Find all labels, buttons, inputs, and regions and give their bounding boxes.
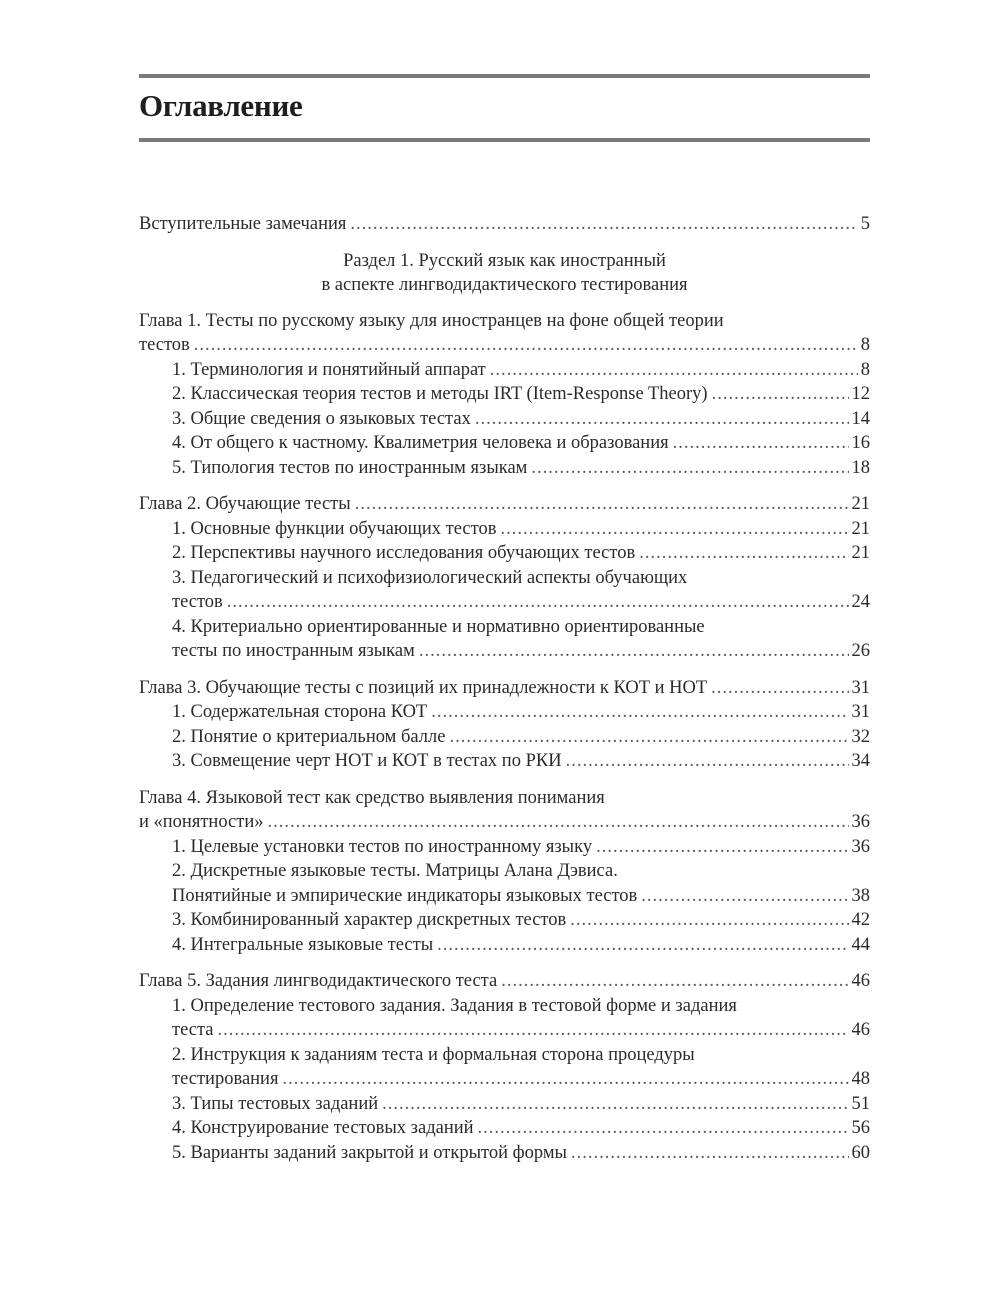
toc-entry[interactable] — [139, 517, 870, 542]
page-number: 46 — [851, 1020, 870, 1040]
toc-entry[interactable] — [139, 590, 870, 615]
entry-text: 3. Типы тестовых заданий — [172, 1093, 379, 1114]
toc-entry-chapter-4[interactable] — [139, 810, 870, 835]
leader-dots — [641, 884, 848, 909]
page-number: 21 — [851, 518, 870, 539]
entry-text: тестов — [139, 335, 190, 355]
leader-dots — [596, 835, 848, 860]
section-heading — [139, 249, 870, 297]
entry-text: тестов — [172, 592, 223, 612]
leader-dots — [382, 1092, 848, 1117]
entry-text: 2. Перспективы научного исследования обучающих тестов — [172, 543, 636, 563]
page-number: 36 — [851, 812, 870, 832]
leader-dots — [227, 590, 849, 615]
toc-entry[interactable] — [139, 884, 870, 909]
toc-entry[interactable] — [139, 1092, 870, 1117]
leader-dots — [566, 749, 849, 774]
toc-entry[interactable] — [139, 933, 870, 958]
entry-text: Глава 3. Обучающие тесты с позиций их принадлежности к КОТ и НОТ — [139, 677, 708, 698]
toc-entry[interactable] — [139, 382, 870, 407]
chapter-5 — [139, 969, 870, 1165]
bottom-rule — [139, 138, 870, 142]
entry-text: 4. Интегральные языковые тесты — [172, 934, 434, 955]
entry-text: 5. Варианты заданий закрытой и открытой формы — [172, 1142, 567, 1163]
leader-dots — [282, 1067, 848, 1092]
toc-entry[interactable] — [139, 358, 870, 383]
page-number: 21 — [851, 494, 870, 514]
chapter-3 — [139, 676, 870, 774]
entry-first-line[interactable]: 3. Педагогический и психофизиологический аспекты обучающих — [172, 567, 688, 588]
entry-text: 4. Конструирование тестовых заданий — [172, 1118, 474, 1138]
toc-entry[interactable] — [139, 1141, 870, 1166]
toc-entry[interactable] — [139, 835, 870, 860]
page-number: 12 — [851, 384, 870, 404]
entry-text: Глава 5. Задания лингводидактического теста — [139, 971, 498, 991]
toc-entry[interactable] — [139, 908, 870, 933]
leader-dots — [478, 1116, 849, 1141]
toc-entry-intro[interactable] — [139, 212, 870, 237]
page-number: 34 — [851, 751, 870, 771]
entry-text: 3. Комбинированный характер дискретных тестов — [172, 910, 567, 930]
page-number: 42 — [851, 910, 870, 930]
leader-dots — [437, 933, 848, 958]
page-number: 56 — [851, 1118, 870, 1138]
toc-entry[interactable] — [139, 1018, 870, 1043]
toc-entry[interactable] — [139, 749, 870, 774]
toc-entry[interactable] — [139, 456, 870, 481]
entry-text: Понятийные и эмпирические индикаторы языковых тестов — [172, 885, 638, 906]
leader-dots — [449, 725, 848, 750]
toc-entry-chapter-5[interactable] — [139, 969, 870, 994]
entry-text: 1. Содержательная сторона КОТ — [172, 702, 428, 722]
entry-text: и «понятности» — [139, 812, 264, 832]
entry-text: 3. Совмещение черт НОТ и КОТ в тестах по РКИ — [172, 751, 562, 771]
entry-text: Глава 2. Обучающие тесты — [139, 494, 351, 514]
entry-text: 3. Общие сведения о языковых тестах — [172, 408, 471, 429]
toc-entry[interactable] — [139, 1116, 870, 1141]
toc-entry-chapter-3[interactable] — [139, 676, 870, 701]
entry-text: 2. Классическая теория тестов и методы IRT (Item-Response Theory) — [172, 384, 708, 404]
page-number: 46 — [851, 971, 870, 991]
entry-first-line[interactable]: 2. Инструкция к заданиям теста и формальная сторона процедуры — [172, 1044, 695, 1065]
toc-entry[interactable] — [139, 1067, 870, 1092]
entry-text: 1. Основные функции обучающих тестов — [172, 518, 497, 539]
page-number: 31 — [851, 702, 870, 722]
table-of-contents — [139, 212, 870, 1165]
leader-dots — [475, 407, 849, 432]
chapter-2 — [139, 492, 870, 664]
page-number: 51 — [851, 1093, 870, 1114]
page-number: 44 — [851, 934, 870, 955]
leader-dots — [673, 431, 849, 456]
leader-dots — [194, 333, 858, 358]
page-number: 38 — [851, 885, 870, 906]
entry-text: 1. Терминология и понятийный аппарат — [172, 359, 486, 380]
page-number: 18 — [851, 457, 870, 478]
page-title: Оглавление — [139, 88, 303, 123]
leader-dots — [500, 517, 848, 542]
entry-text: теста — [172, 1020, 214, 1040]
toc-entry[interactable] — [139, 407, 870, 432]
chapter-title-line[interactable]: Глава 4. Языковой тест как средство выявления понимания — [139, 787, 605, 808]
leader-dots — [267, 810, 848, 835]
page-number: 32 — [851, 726, 870, 747]
section-line-2: в аспекте лингводидактического тестирования — [321, 274, 688, 295]
leader-dots — [571, 1141, 849, 1166]
entry-text: 4. От общего к частному. Квалиметрия человека и образования — [172, 433, 669, 453]
page-number: 36 — [851, 836, 870, 857]
toc-entry[interactable] — [139, 700, 870, 725]
chapter-title-line[interactable]: Глава 1. Тесты по русскому языку для иностранцев на фоне общей теории — [139, 310, 724, 331]
entry-first-line[interactable]: 2. Дискретные языковые тесты. Матрицы Алана Дэвиса. — [172, 861, 618, 881]
section-line-1: Раздел 1. Русский язык как иностранный — [343, 250, 666, 271]
page-number: 8 — [860, 335, 870, 355]
entry-text: тестирования — [172, 1069, 279, 1089]
leader-dots — [639, 541, 848, 566]
leader-dots — [355, 492, 849, 517]
page-number: 21 — [851, 543, 870, 563]
chapter-4 — [139, 786, 870, 958]
entry-text: 5. Типология тестов по иностранным языкам — [172, 457, 528, 478]
page-number: 24 — [851, 592, 870, 612]
toc-entry[interactable] — [139, 541, 870, 566]
leader-dots — [501, 969, 848, 994]
toc-entry[interactable] — [139, 431, 870, 456]
page-number: 60 — [851, 1142, 870, 1163]
page-number: 8 — [860, 359, 870, 380]
leader-dots — [570, 908, 848, 933]
leader-dots — [350, 212, 857, 237]
toc-entry[interactable] — [139, 639, 870, 664]
top-rule — [139, 74, 870, 78]
leader-dots — [218, 1018, 849, 1043]
page-number: 16 — [851, 433, 870, 453]
leader-dots — [531, 456, 848, 481]
leader-dots — [712, 382, 849, 407]
entry-first-line[interactable]: 4. Критериально ориентированные и нормативно ориентированные — [172, 616, 705, 637]
page-number: 48 — [851, 1069, 870, 1089]
leader-dots — [431, 700, 848, 725]
leader-dots — [711, 676, 848, 701]
toc-entry-chapter-1[interactable] — [139, 333, 870, 358]
entry-text: Вступительные замечания — [139, 214, 347, 234]
leader-dots — [490, 358, 858, 383]
chapter-1 — [139, 309, 870, 481]
entry-text: 1. Целевые установки тестов по иностранному языку — [172, 836, 593, 857]
page-number: 14 — [851, 408, 870, 429]
toc-entry[interactable] — [139, 725, 870, 750]
page-number: 26 — [851, 641, 870, 661]
page-number: 5 — [860, 214, 870, 234]
toc-entry-chapter-2[interactable] — [139, 492, 870, 517]
entry-text: тесты по иностранным языкам — [172, 641, 415, 661]
entry-text: 2. Понятие о критериальном балле — [172, 726, 446, 747]
entry-first-line[interactable]: 1. Определение тестового задания. Задания в тестовой форме и задания — [172, 995, 737, 1016]
page-number: 31 — [851, 677, 870, 698]
leader-dots — [419, 639, 849, 664]
